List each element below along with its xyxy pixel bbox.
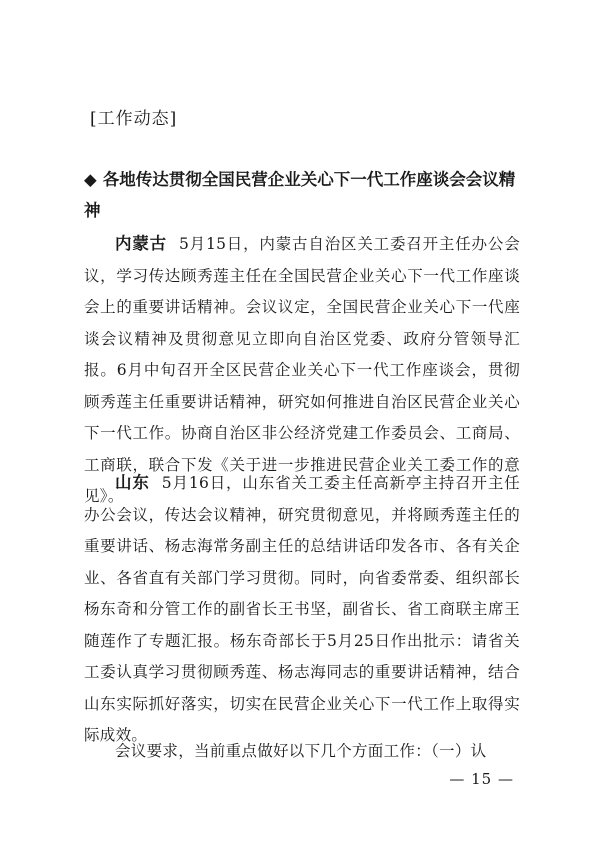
section-tag: [工作动态] [90, 109, 178, 129]
paragraph-text: 5月15日，内蒙古自治区关工委召开主任办公会议，学习传达顾秀莲主任在全国民营企业关心下一代工作座谈会上的重要讲话精神。会议议定，全国民营企业关心下一代座谈会议精神及贯彻意见立即向自治区党委、政府分管领导汇报。6月中旬召开全区民营企业关心下一代工作座谈会，贯彻顾秀莲主任重要讲话精神，研究如何推进自治区民营企业关心下一代工作。协商自治区非公经济党建工作委员会、工商局、工商联，联合下发《关于进一步推进民营企业关工委工作的意见》。 [84, 235, 520, 505]
paragraph-lead: 山东 [115, 473, 150, 492]
page-number: — 15 — [449, 770, 514, 788]
paragraph-text: 5月16日，山东省关工委主任高新亭主持召开主任办公会议，传达会议精神，研究贯彻意见，并将顾秀莲主任的重要讲话、杨志海常务副主任的总结讲话印发各市、各有关企业、各省直有关部门学习贯彻。同时，向省委常委、组织部长杨东奇和分管工作的副省长王书坚，副省长、省工商联主席王随莲作了专题汇报。杨东奇部长于5月25日作出批示：请省关工委认真学习贯彻顾秀莲、杨志海同志的重要讲话精神，结合山东实际抓好落实，切实在民营企业关心下一代工作上取得实际成效。 [84, 474, 520, 744]
paragraph-lead: 内蒙古 [115, 234, 167, 253]
article-headline [84, 164, 524, 226]
paragraph-text: 会议要求，当前重点做好以下几个方面工作：（一）认 [115, 742, 487, 760]
paragraph-requirements [84, 736, 520, 768]
headline-text: 各地传达贯彻全国民营企业关心下一代工作座谈会会议精神 [84, 170, 516, 220]
diamond-bullet-icon: ◆ [84, 170, 97, 189]
paragraph-shandong [84, 467, 520, 752]
